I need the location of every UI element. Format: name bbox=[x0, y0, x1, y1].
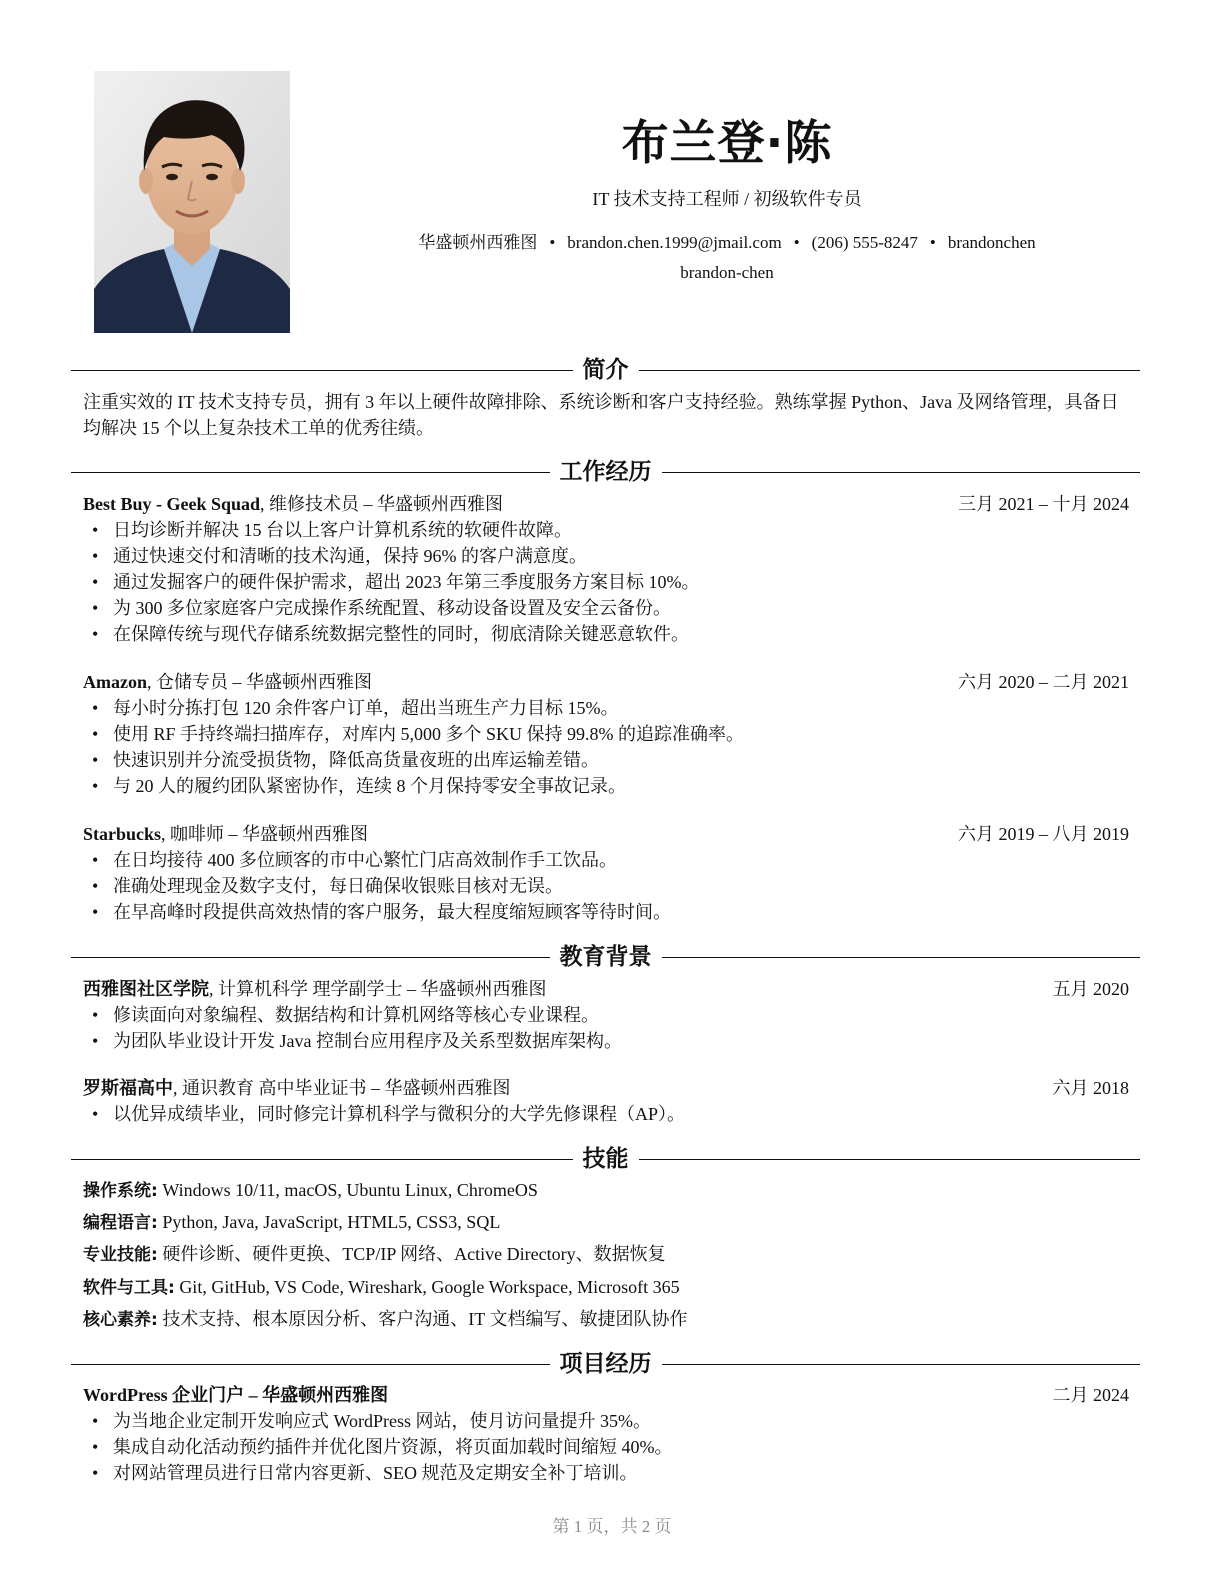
entry-org: WordPress 企业门户 – 华盛顿州西雅图 bbox=[83, 1385, 389, 1405]
experience-entry bbox=[83, 491, 1129, 647]
section-heading-education bbox=[71, 939, 1140, 975]
section-rule bbox=[662, 1364, 1141, 1365]
entry-header bbox=[83, 1382, 1129, 1408]
skill-label: 操作系统: bbox=[83, 1181, 158, 1201]
section-rule bbox=[71, 957, 550, 958]
bullet-list bbox=[83, 517, 1129, 647]
section-heading-projects bbox=[71, 1346, 1140, 1382]
contact-separator: • bbox=[549, 233, 556, 252]
skill-label: 编程语言: bbox=[83, 1213, 158, 1233]
entry-role: , 计算机科学 理学副学士 – 华盛顿州西雅图 bbox=[209, 979, 547, 999]
entry-header bbox=[83, 1075, 1129, 1101]
section-rule bbox=[662, 472, 1141, 473]
contact-info bbox=[330, 228, 1124, 288]
bullet-item: • 日均诊断并解决 15 台以上客户计算机系统的软硬件故障。 bbox=[83, 517, 1129, 543]
skill-label: 核心素养: bbox=[83, 1310, 158, 1330]
entry-org: Starbucks bbox=[83, 824, 162, 844]
section-rule bbox=[639, 370, 1141, 371]
entry-role: , 维修技术员 – 华盛顿州西雅图 bbox=[260, 494, 504, 514]
contact-phone: (206) 555-8247 bbox=[811, 233, 918, 252]
contact-separator: • bbox=[793, 233, 800, 252]
contact-location: 华盛顿州西雅图 bbox=[418, 233, 538, 252]
section-title: 教育背景 bbox=[559, 944, 652, 970]
bullet-list bbox=[83, 1101, 1129, 1127]
bullet-item: • 对网站管理员进行日常内容更新、SEO 规范及定期安全补丁培训。 bbox=[83, 1460, 1129, 1486]
skill-row bbox=[83, 1177, 538, 1204]
section-rule bbox=[71, 472, 550, 473]
bullet-item: • 为 300 多位家庭客户完成操作系统配置、移动设备设置及安全云备份。 bbox=[83, 595, 1129, 621]
section-heading-experience bbox=[71, 454, 1140, 490]
section-rule bbox=[662, 957, 1141, 958]
section-rule bbox=[71, 1364, 550, 1365]
bullet-item: • 与 20 人的履约团队紧密协作，连续 8 个月保持零安全事故记录。 bbox=[83, 773, 1129, 799]
entry-header bbox=[83, 821, 1129, 847]
section-title: 简介 bbox=[582, 357, 629, 383]
entry-date: 五月 2020 bbox=[1052, 979, 1129, 999]
entry-date: 六月 2018 bbox=[1052, 1078, 1129, 1098]
bullet-item: • 快速识别并分流受损货物，降低高货量夜班的出库运输差错。 bbox=[83, 747, 1129, 773]
skill-value: Python, Java, JavaScript, HTML5, CSS3, SQL bbox=[157, 1212, 501, 1232]
profile-photo bbox=[94, 71, 290, 333]
entry-date: 三月 2021 – 十月 2024 bbox=[958, 494, 1129, 514]
bullet-item: • 集成自动化活动预约插件并优化图片资源，将页面加载时间缩短 40%。 bbox=[83, 1434, 1129, 1460]
page-number: 第 1 页，共 2 页 bbox=[552, 1517, 672, 1536]
bullet-list bbox=[83, 695, 1129, 799]
bullet-item: • 在保障传统与现代存储系统数据完整性的同时，彻底清除关键恶意软件。 bbox=[83, 621, 1129, 647]
portrait-image bbox=[94, 71, 290, 333]
skill-row bbox=[83, 1306, 687, 1333]
entry-org: 西雅图社区学院 bbox=[83, 979, 209, 999]
section-title: 项目经历 bbox=[559, 1351, 652, 1377]
contact-handle-github[interactable]: brandonchen bbox=[947, 233, 1036, 252]
entry-org: Best Buy - Geek Squad bbox=[83, 494, 261, 514]
contact-email[interactable]: brandon.chen.1999@jmail.com bbox=[567, 233, 782, 252]
bullet-item: • 修读面向对象编程、数据结构和计算机网络等核心专业课程。 bbox=[83, 1002, 1129, 1028]
skill-value: 技术支持、根本原因分析、客户沟通、IT 文档编写、敏捷团队协作 bbox=[157, 1309, 688, 1329]
contact-separator: • bbox=[929, 233, 936, 252]
entry-header bbox=[83, 976, 1129, 1002]
bullet-item: • 为团队毕业设计开发 Java 控制台应用程序及关系型数据库架构。 bbox=[83, 1028, 1129, 1054]
skill-row bbox=[83, 1209, 500, 1236]
entry-role: , 仓储专员 – 华盛顿州西雅图 bbox=[147, 672, 372, 692]
section-rule bbox=[71, 1159, 573, 1160]
skill-value: 硬件诊断、硬件更换、TCP/IP 网络、Active Directory、数据恢复 bbox=[157, 1244, 666, 1264]
skill-value: Git, GitHub, VS Code, Wireshark, Google Workspace, Microsoft 365 bbox=[174, 1277, 680, 1297]
bullet-item: • 为当地企业定制开发响应式 WordPress 网站，使月访问量提升 35%。 bbox=[83, 1408, 1129, 1434]
bullet-item: • 在早高峰时段提供高效热情的客户服务，最大程度缩短顾客等待时间。 bbox=[83, 899, 1129, 925]
bullet-item: • 每小时分拣打包 120 余件客户订单，超出当班生产力目标 15%。 bbox=[83, 695, 1129, 721]
summary-text: 注重实效的 IT 技术支持专员，拥有 3 年以上硬件故障排除、系统诊断和客户支持经验。熟练掌握 Python、Java 及网络管理，具备日均解决 15 个以上复杂技术工单的优秀往绩。 bbox=[83, 392, 1119, 438]
section-rule bbox=[639, 1159, 1141, 1160]
entry-org: 罗斯福高中 bbox=[83, 1078, 173, 1098]
bullet-list bbox=[83, 847, 1129, 925]
section-heading-summary bbox=[71, 352, 1140, 388]
entry-date: 六月 2020 – 二月 2021 bbox=[958, 672, 1129, 692]
entry-header bbox=[83, 669, 1129, 695]
project-entry bbox=[83, 1382, 1129, 1486]
bullet-item: • 以优异成绩毕业，同时修完计算机科学与微积分的大学先修课程（AP）。 bbox=[83, 1101, 1129, 1127]
bullet-item: • 使用 RF 手持终端扫描库存，对库内 5,000 多个 SKU 保持 99.8% 的追踪准确率。 bbox=[83, 721, 1129, 747]
entry-header bbox=[83, 491, 1129, 517]
entry-date: 六月 2019 – 八月 2019 bbox=[958, 824, 1129, 844]
skill-value: Windows 10/11, macOS, Ubuntu Linux, ChromeOS bbox=[157, 1180, 538, 1200]
bullet-item: • 在日均接待 400 多位顾客的市中心繁忙门店高效制作手工饮品。 bbox=[83, 847, 1129, 873]
education-entry bbox=[83, 976, 1129, 1054]
entry-role: , 咖啡师 – 华盛顿州西雅图 bbox=[161, 824, 369, 844]
section-title: 工作经历 bbox=[559, 459, 652, 485]
bullet-list bbox=[83, 1408, 1129, 1486]
candidate-name: 布兰登·陈 bbox=[621, 116, 833, 171]
experience-entry bbox=[83, 669, 1129, 799]
bullet-item: • 通过发掘客户的硬件保护需求，超出 2023 年第三季度服务方案目标 10%。 bbox=[83, 569, 1129, 595]
bullet-item: • 准确处理现金及数字支付，每日确保收银账目核对无误。 bbox=[83, 873, 1129, 899]
entry-org: Amazon bbox=[83, 672, 147, 692]
bullet-item: • 通过快速交付和清晰的技术沟通，保持 96% 的客户满意度。 bbox=[83, 543, 1129, 569]
skill-label: 软件与工具: bbox=[83, 1278, 175, 1298]
skill-label: 专业技能: bbox=[83, 1245, 158, 1265]
experience-entry bbox=[83, 821, 1129, 925]
skill-row bbox=[83, 1241, 666, 1268]
entry-role: , 通识教育 高中毕业证书 – 华盛顿州西雅图 bbox=[173, 1078, 511, 1098]
section-heading-skills bbox=[71, 1141, 1140, 1177]
skill-row bbox=[83, 1274, 680, 1301]
section-title: 技能 bbox=[582, 1146, 629, 1172]
entry-date: 二月 2024 bbox=[1052, 1385, 1129, 1405]
section-rule bbox=[71, 370, 573, 371]
bullet-list bbox=[83, 1002, 1129, 1054]
education-entry bbox=[83, 1075, 1129, 1127]
contact-handle-linkedin[interactable]: brandon-chen bbox=[680, 263, 774, 282]
job-title: IT 技术支持工程师 / 初级软件专员 bbox=[592, 189, 862, 209]
